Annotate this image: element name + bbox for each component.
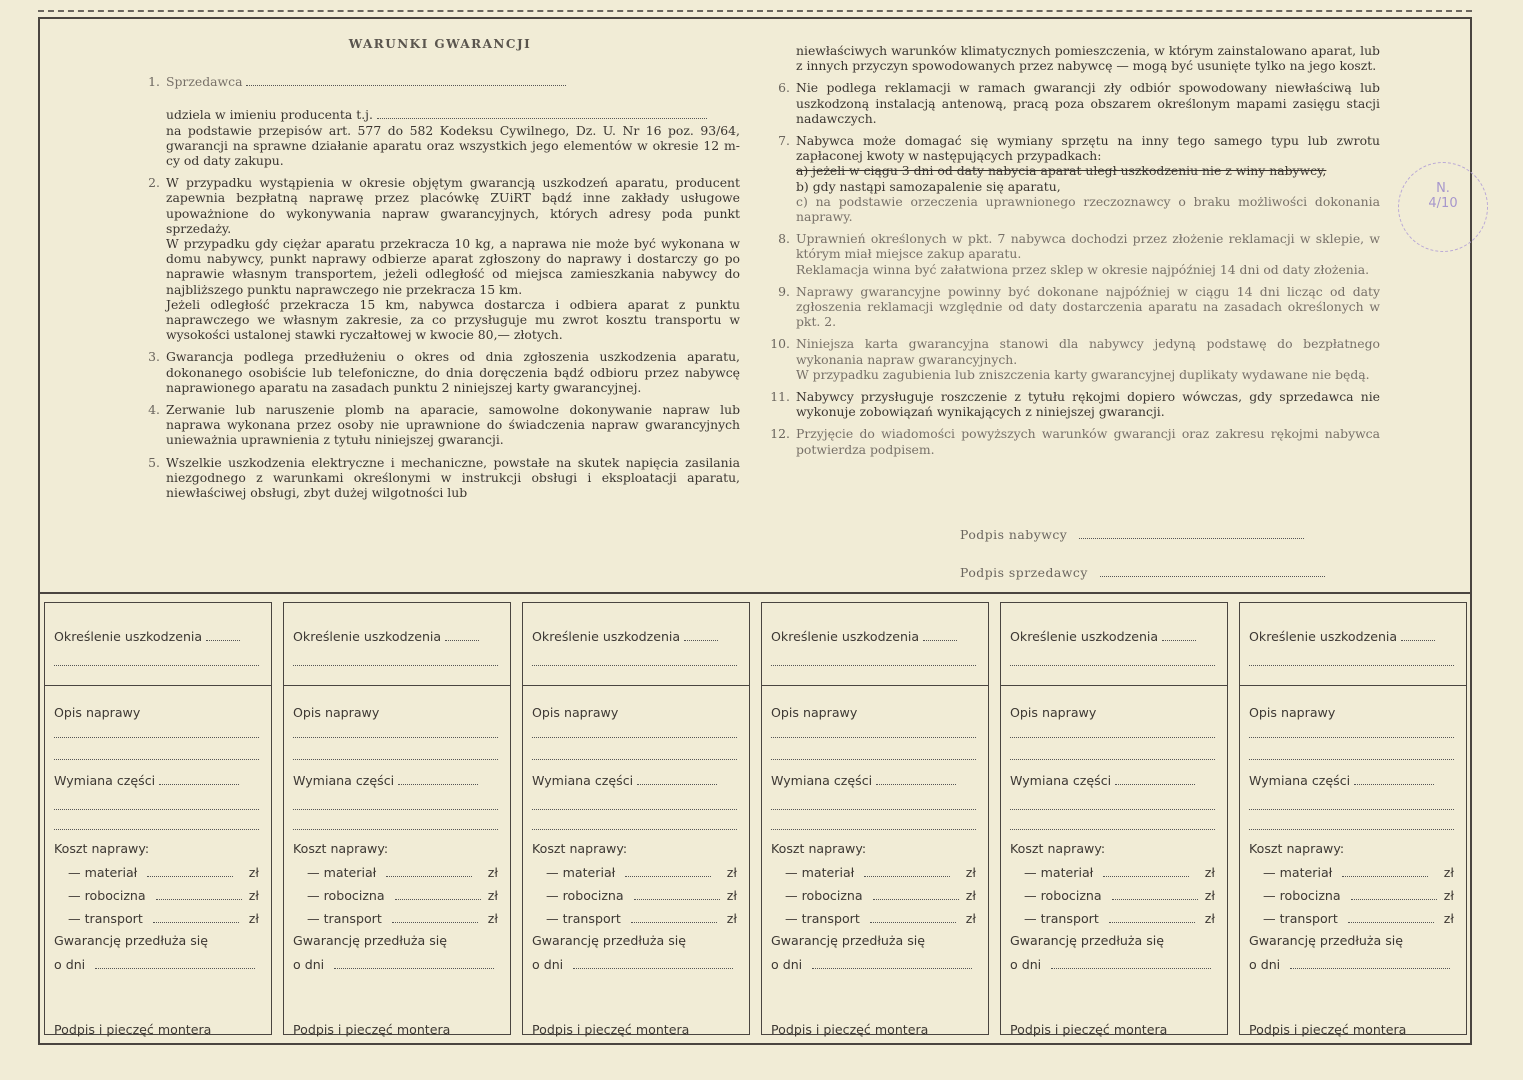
clause-2-text-2: W przypadku gdy ciężar aparatu przekracza 10 kg, a naprawa nie może być wykonana w domu nabywcy, punkt naprawy odbierze aparat zgłoszony do naprawy i dostarczy go po naprawie własnym transportem, jeżeli odległość od miejsca zamieszkania nabywcy do najbliższego punktu naprawczego nie przekracza 15 km. <box>166 236 740 297</box>
damage-row[interactable] <box>1249 629 1454 644</box>
transport-label: — transport <box>307 911 382 926</box>
repair-slip <box>44 602 272 1035</box>
clause-2-text-1: W przypadku wystąpienia w okresie objętym gwarancją uszkodzeń aparatu, producent zapewnia bezpłatną naprawę przez placówkę ZUiRT bądź inne zakłady usługowe upoważnione do wykonywania napraw gwarancyjnych, których adresy poda punkt sprzedaży. <box>166 175 740 236</box>
parts-field[interactable] <box>159 776 239 785</box>
parts-row[interactable] <box>54 773 259 788</box>
currency-label: zł <box>726 888 737 903</box>
clause-7-intro: Nabywca może domagać się wymiany sprzętu na inny tego samego typu lub zwrotu zapłaconej kwoty w następujących przypadkach: <box>796 133 1380 164</box>
transport-field[interactable] <box>1348 914 1434 923</box>
damage-field[interactable] <box>1162 632 1196 641</box>
damage-label: Określenie uszkodzenia <box>1010 629 1159 644</box>
material-field[interactable] <box>864 868 950 877</box>
labour-field[interactable] <box>156 891 242 900</box>
slip-divider <box>45 685 271 686</box>
labour-field[interactable] <box>634 891 720 900</box>
days-field[interactable] <box>334 960 494 969</box>
extends-label: Gwarancję przedłuża się <box>771 933 926 948</box>
transport-row[interactable] <box>532 911 737 926</box>
damage-label: Określenie uszkodzenia <box>532 629 681 644</box>
transport-label: — transport <box>68 911 143 926</box>
labour-label: — robocizna <box>1263 888 1341 903</box>
currency-label: zł <box>1443 911 1454 926</box>
damage-line[interactable] <box>293 665 498 666</box>
parts-line[interactable] <box>54 809 259 810</box>
clause-7-item-c: c) na podstawie orzeczenia uprawnionego rzeczoznawcy o braku możliwości dokonania naprawy. <box>796 193 1380 225</box>
extends-label: Gwarancję przedłuża się <box>293 933 448 948</box>
labour-row[interactable] <box>1010 888 1215 903</box>
labour-label: — robocizna <box>68 888 146 903</box>
damage-row[interactable] <box>293 629 498 644</box>
clause-5-continued <box>770 43 1380 73</box>
slip-divider <box>1240 685 1466 686</box>
currency-label: zł <box>1204 865 1215 880</box>
clause-7-item-b: b) gdy nastąpi samozapalenie się aparatu, <box>796 178 1061 194</box>
currency-label: zł <box>1204 888 1215 903</box>
transport-row[interactable] <box>1010 911 1215 926</box>
technician-signature-label[interactable]: Podpis i pieczęć montera <box>771 1022 929 1037</box>
material-label: — materiał <box>68 865 138 880</box>
clause-9: 9. Naprawy gwarancyjne powinny być dokonane najpóźniej w ciągu 14 dni licząc od daty zgłoszenia reklamacji względnie od daty dostarczenia aparatu na zasadach określonych w pkt. 2. <box>778 283 1380 330</box>
material-field[interactable] <box>1103 868 1189 877</box>
damage-label: Określenie uszkodzenia <box>54 629 203 644</box>
seller-signature[interactable] <box>960 565 1325 580</box>
days-label: o dni <box>54 957 86 972</box>
material-label: — materiał <box>546 865 616 880</box>
repair-line[interactable] <box>532 759 737 760</box>
currency-label: zł <box>487 888 498 903</box>
days-row[interactable] <box>293 957 498 972</box>
repair-line[interactable] <box>1249 759 1454 760</box>
currency-label: zł <box>1443 865 1454 880</box>
material-row[interactable] <box>532 865 737 880</box>
clause-8-text-2: Reklamacja winna być załatwiona przez sklep w okresie najpóźniej 14 dni od daty złożenia. <box>796 261 1370 277</box>
technician-signature-label[interactable]: Podpis i pieczęć montera <box>1249 1022 1407 1037</box>
extends-label: Gwarancję przedłuża się <box>1010 933 1165 948</box>
parts-line[interactable] <box>1249 809 1454 810</box>
material-field[interactable] <box>1342 868 1428 877</box>
days-field[interactable] <box>95 960 255 969</box>
repair-label: Opis naprawy <box>532 705 619 720</box>
repair-label: Opis naprawy <box>293 705 380 720</box>
repair-line[interactable] <box>1249 737 1454 738</box>
transport-field[interactable] <box>1109 914 1195 923</box>
material-field[interactable] <box>386 868 472 877</box>
repair-slip <box>522 602 750 1035</box>
cost-label: Koszt naprawy: <box>1249 841 1345 856</box>
cost-label: Koszt naprawy: <box>293 841 389 856</box>
clause-2-text-3: Jeżeli odległość przekracza 15 km, nabywca dostarcza i odbiera aparat z punktu naprawczego we własnym zakresie, za co przysługuje mu zwrot kosztu transportu w wysokości ustalonej stawki ryczałtowej w kwocie 80,— złotych. <box>166 296 740 343</box>
currency-label: zł <box>965 911 976 926</box>
parts-line[interactable] <box>1249 829 1454 830</box>
parts-label: Wymiana części <box>771 773 873 788</box>
parts-field[interactable] <box>637 776 717 785</box>
material-field[interactable] <box>147 868 233 877</box>
warranty-conditions <box>40 19 1470 594</box>
days-field[interactable] <box>1290 960 1450 969</box>
transport-row[interactable] <box>54 911 259 926</box>
clause-6-text: Nie podlega reklamacji w ramach gwarancji zły odbiór spowodowany niewłaściwą lub uszkodzoną instalacją antenową, pracą poza obszarem określonym mapami zasięgu stacji nadawczych. <box>796 80 1380 126</box>
currency-label: zł <box>248 911 259 926</box>
parts-label: Wymiana części <box>1249 773 1351 788</box>
parts-label: Wymiana części <box>54 773 156 788</box>
repair-line[interactable] <box>54 759 259 760</box>
parts-label: Wymiana części <box>1010 773 1112 788</box>
repair-label: Opis naprawy <box>1010 705 1097 720</box>
clause-4: 4. Zerwanie lub naruszenie plomb na aparacie, samowolne dokonywanie napraw lub naprawa wykonana przez osoby nie uprawnione do świadczenia napraw gwarancyjnych unieważnia uprawnienia z tytułu niniejszej gwarancji. <box>148 402 740 448</box>
technician-signature-label[interactable]: Podpis i pieczęć montera <box>1010 1022 1168 1037</box>
days-row[interactable] <box>1010 957 1215 972</box>
damage-line[interactable] <box>771 665 976 666</box>
buyer-signature-label: Podpis nabywcy <box>960 527 1068 542</box>
repair-line[interactable] <box>1010 737 1215 738</box>
days-label: o dni <box>1249 957 1281 972</box>
repair-slip <box>1000 602 1228 1035</box>
currency-label: zł <box>726 911 737 926</box>
damage-row[interactable] <box>532 629 737 644</box>
transport-label: — transport <box>785 911 860 926</box>
parts-line[interactable] <box>1010 829 1215 830</box>
damage-field[interactable] <box>445 632 479 641</box>
clause-3: 3. Gwarancja podlega przedłużeniu o okres od dnia zgłoszenia uszkodzenia aparatu, dokonanego osobiście lub telefoniczne, do dnia doręczenia bądź odbioru przez nabywcę naprawionego aparatu na zasadach punktu 2 niniejszej karty gwarancyjnej. <box>148 349 740 395</box>
parts-line[interactable] <box>293 829 498 830</box>
producer-label: udziela w imieniu producenta t.j. <box>166 107 373 123</box>
parts-line[interactable] <box>293 809 498 810</box>
transport-field[interactable] <box>153 914 239 923</box>
labour-label: — robocizna <box>785 888 863 903</box>
damage-line[interactable] <box>532 665 737 666</box>
damage-row[interactable] <box>1010 629 1215 644</box>
days-row[interactable] <box>54 957 259 972</box>
parts-line[interactable] <box>1010 809 1215 810</box>
parts-label: Wymiana części <box>532 773 634 788</box>
days-label: o dni <box>293 957 325 972</box>
days-field[interactable] <box>573 960 733 969</box>
labour-row[interactable] <box>771 888 976 903</box>
days-row[interactable] <box>771 957 976 972</box>
clause-7: 7. Nabywca może domagać się wymiany sprzętu na inny tego samego typu lub zwrotu zapłaconej kwoty w następujących przypadkach: a) jeżeli w ciągu 3 dni od daty nabycia aparat uległ uszkodzeniu nie z winy nabywcy, b) gdy nastąpi samozapalenie się aparatu, c) na podstawie orzeczenia uprawnionego rzeczoznawcy o braku możliwości dokonania naprawy. <box>778 133 1380 225</box>
clause-9-text: Naprawy gwarancyjne powinny być dokonane najpóźniej w ciągu 14 dni licząc od daty zgłoszenia reklamacji względnie od daty dostarczenia aparatu na zasadach określonych w pkt. 2. <box>796 283 1380 330</box>
days-label: o dni <box>771 957 803 972</box>
seller-signature-label: Podpis sprzedawcy <box>960 565 1088 580</box>
days-field[interactable] <box>1051 960 1211 969</box>
damage-field[interactable] <box>206 632 240 641</box>
labour-label: — robocizna <box>546 888 624 903</box>
clause-5-text-continued: niewłaściwych warunków klimatycznych pomieszczenia, w którym zainstalowano aparat, lub z innych przyczyn spowodowanych przez nabywcę — mogą być usunięte tylko na jego koszt. <box>796 43 1380 74</box>
damage-row[interactable] <box>771 629 976 644</box>
labour-field[interactable] <box>395 891 481 900</box>
repair-line[interactable] <box>293 737 498 738</box>
clause-5-text: Wszelkie uszkodzenia elektryczne i mechaniczne, powstałe na skutek napięcia zasilania niezgodnego z warunkami określonymi w instrukcji obsługi i eksploatacji aparatu, niewłaściwej obsługi, zbyt dużej wilgotności lub <box>166 454 740 501</box>
conditions-left-column <box>140 37 740 507</box>
material-label: — materiał <box>1263 865 1333 880</box>
seller-label: Sprzedawca <box>166 74 243 90</box>
clause-4-text: Zerwanie lub naruszenie plomb na aparacie, samowolne dokonywanie napraw lub naprawa wykonana przez osoby nie uprawnione do świadczenia napraw gwarancyjnych unieważnia uprawnienia z tytułu niniejszej gwarancji. <box>166 402 740 448</box>
buyer-signature-field[interactable] <box>1079 528 1304 539</box>
damage-line[interactable] <box>1249 665 1454 666</box>
material-row[interactable] <box>1010 865 1215 880</box>
clause-10-text-2: W przypadku zagubienia lub zniszczenia karty gwarancyjnej duplikaty wydawane nie będą. <box>796 366 1370 382</box>
parts-field[interactable] <box>1354 776 1434 785</box>
parts-row[interactable] <box>771 773 976 788</box>
damage-label: Określenie uszkodzenia <box>293 629 442 644</box>
seller-signature-field[interactable] <box>1100 566 1325 577</box>
extends-label: Gwarancję przedłuża się <box>532 933 687 948</box>
damage-field[interactable] <box>1401 632 1435 641</box>
repair-label: Opis naprawy <box>1249 705 1336 720</box>
labour-field[interactable] <box>1112 891 1198 900</box>
clause-1-text: na podstawie przepisów art. 577 do 582 Kodeksu Cywilnego, Dz. U. Nr 16 poz. 93/64, gwarancji na sprawne działanie aparatu oraz wszystkich jego elementów w okresie 12 m-cy od daty zakupu. <box>166 122 740 169</box>
currency-label: zł <box>726 865 737 880</box>
transport-field[interactable] <box>631 914 717 923</box>
repair-slip <box>283 602 511 1035</box>
currency-label: zł <box>487 911 498 926</box>
producer-field <box>377 108 707 119</box>
labour-row[interactable] <box>293 888 498 903</box>
repair-line[interactable] <box>1010 759 1215 760</box>
clause-10: 10. Niniejsza karta gwarancyjna stanowi dla nabywcy jedyną podstawę do bezpłatnego wykonania napraw gwarancyjnych. W przypadku zagubienia lub zniszczenia karty gwarancyjnej duplikaty wydawane nie będą. <box>770 336 1380 382</box>
damage-row[interactable] <box>54 629 259 644</box>
top-perforation <box>38 10 1472 12</box>
repair-line[interactable] <box>532 737 737 738</box>
labour-label: — robocizna <box>1024 888 1102 903</box>
days-row[interactable] <box>532 957 737 972</box>
extends-label: Gwarancję przedłuża się <box>1249 933 1404 948</box>
material-row[interactable] <box>293 865 498 880</box>
repair-slips <box>40 594 1470 1045</box>
seller-field <box>246 75 566 86</box>
repair-line[interactable] <box>293 759 498 760</box>
repair-label: Opis naprawy <box>54 705 141 720</box>
slip-divider <box>523 685 749 686</box>
clause-number: 1. <box>148 74 160 90</box>
labour-label: — robocizna <box>307 888 385 903</box>
material-label: — materiał <box>1024 865 1094 880</box>
clause-10-text-1: Niniejsza karta gwarancyjna stanowi dla nabywcy jedyną podstawę do bezpłatnego wykonania napraw gwarancyjnych. <box>796 336 1380 367</box>
currency-label: zł <box>248 865 259 880</box>
parts-line[interactable] <box>771 829 976 830</box>
transport-label: — transport <box>1263 911 1338 926</box>
labour-field[interactable] <box>873 891 959 900</box>
repair-slip <box>1239 602 1467 1035</box>
repair-line[interactable] <box>771 759 976 760</box>
repair-slip <box>761 602 989 1035</box>
slip-divider <box>762 685 988 686</box>
parts-line[interactable] <box>54 829 259 830</box>
ink-stamp: N. 4/10 <box>1398 162 1488 252</box>
clause-12: 12. Przyjęcie do wiadomości powyższych warunków gwarancji oraz zakresu rękojmi nabywca potwierdza podpisem. <box>770 426 1380 457</box>
currency-label: zł <box>248 888 259 903</box>
damage-label: Określenie uszkodzenia <box>771 629 920 644</box>
parts-line[interactable] <box>532 809 737 810</box>
material-label: — materiał <box>785 865 855 880</box>
cost-label: Koszt naprawy: <box>1010 841 1106 856</box>
labour-row[interactable] <box>54 888 259 903</box>
extends-label: Gwarancję przedłuża się <box>54 933 209 948</box>
clause-6: 6. Nie podlega reklamacji w ramach gwarancji zły odbiór spowodowany niewłaściwą lub uszkodzoną instalacją antenową, pracą poza obszarem określonym mapami zasięgu stacji nadawczych. <box>778 80 1380 126</box>
days-label: o dni <box>1010 957 1042 972</box>
parts-row[interactable] <box>293 773 498 788</box>
currency-label: zł <box>965 865 976 880</box>
labour-row[interactable] <box>532 888 737 903</box>
parts-line[interactable] <box>771 809 976 810</box>
parts-label: Wymiana części <box>293 773 395 788</box>
parts-row[interactable] <box>532 773 737 788</box>
transport-label: — transport <box>1024 911 1099 926</box>
repair-line[interactable] <box>54 737 259 738</box>
material-label: — materiał <box>307 865 377 880</box>
parts-line[interactable] <box>532 829 737 830</box>
transport-row[interactable] <box>293 911 498 926</box>
parts-row[interactable] <box>1249 773 1454 788</box>
repair-label: Opis naprawy <box>771 705 858 720</box>
conditions-title: WARUNKI GWARANCJI <box>348 37 532 51</box>
clause-2: 2. W przypadku wystąpienia w okresie objętym gwarancją uszkodzeń aparatu, producent zapewnia bezpłatną naprawę przez placówkę ZUiRT bądź inne zakłady usługowe upoważnione do wykonywania napraw gwarancyjnych, których adresy poda punkt sprzedaży. W przypadku gdy ciężar aparatu przekracza 10 kg, a naprawa nie może być wykonana w domu nabywcy, punkt naprawy odbierze aparat zgłoszony do naprawy i dostarczy go po naprawie własnym transportem, jeżeli odległość od miejsca zamieszkania nabywcy do najbliższego punktu naprawczego nie przekracza 15 km. Jeżeli odległość przekracza 15 km, nabywca dostarcza i odbiera aparat z punktu naprawczego we własnym zakresie, za co przysługuje mu zwrot kosztu transportu w wysokości ustalonej stawki ryczałtowej w kwocie 80,— złotych. <box>148 175 740 343</box>
buyer-signature[interactable] <box>960 527 1304 542</box>
material-row[interactable] <box>771 865 976 880</box>
clause-12-text: Przyjęcie do wiadomości powyższych warunków gwarancji oraz zakresu rękojmi nabywca potwierdza podpisem. <box>796 426 1380 457</box>
technician-signature-label[interactable]: Podpis i pieczęć montera <box>54 1022 212 1037</box>
transport-row[interactable] <box>1249 911 1454 926</box>
labour-field[interactable] <box>1351 891 1437 900</box>
transport-field[interactable] <box>392 914 478 923</box>
slip-divider <box>284 685 510 686</box>
transport-label: — transport <box>546 911 621 926</box>
currency-label: zł <box>1204 911 1215 926</box>
clause-8-text-1: Uprawnień określonych w pkt. 7 nabywca dochodzi przez złożenie reklamacji w sklepie, w którym miał miejsce zakup aparatu. <box>796 231 1380 262</box>
currency-label: zł <box>1443 888 1454 903</box>
damage-label: Określenie uszkodzenia <box>1249 629 1398 644</box>
clause-1 <box>140 74 740 168</box>
parts-field[interactable] <box>398 776 478 785</box>
clause-5: 5. Wszelkie uszkodzenia elektryczne i mechaniczne, powstałe na skutek napięcia zasilania niezgodnego z warunkami określonymi w instrukcji obsługi i eksploatacji aparatu, niewłaściwej obsługi, zbyt dużej wilgotności lub <box>148 454 740 501</box>
damage-line[interactable] <box>54 665 259 666</box>
days-row[interactable] <box>1249 957 1454 972</box>
material-row[interactable] <box>54 865 259 880</box>
clause-11: 11. Nabywcy przysługuje roszczenie z tytułu rękojmi dopiero wówczas, gdy sprzedawca nie wykonuje zobowiązań wynikających z niniejszej gwarancji. <box>770 389 1380 420</box>
days-label: o dni <box>532 957 564 972</box>
parts-field[interactable] <box>1115 776 1195 785</box>
clause-3-text: Gwarancja podlega przedłużeniu o okres od dnia zgłoszenia uszkodzenia aparatu, dokonanego osobiście lub telefoniczne, do dnia doręczenia bądź odbioru przez nabywcę naprawionego aparatu na zasadach punktu 2 niniejszej karty gwarancyjnej. <box>166 349 740 395</box>
parts-row[interactable] <box>1010 773 1215 788</box>
transport-row[interactable] <box>771 911 976 926</box>
clause-11-text: Nabywcy przysługuje roszczenie z tytułu rękojmi dopiero wówczas, gdy sprzedawca nie wykonuje zobowiązań wynikających z niniejszej gwarancji. <box>796 389 1380 420</box>
currency-label: zł <box>487 865 498 880</box>
damage-field[interactable] <box>684 632 718 641</box>
days-field[interactable] <box>812 960 972 969</box>
warranty-card <box>38 17 1472 1045</box>
parts-field[interactable] <box>876 776 956 785</box>
repair-line[interactable] <box>771 737 976 738</box>
clause-7-item-a: a) jeżeli w ciągu 3 dni od daty nabycia aparat uległ uszkodzeniu nie z winy nabywcy, <box>796 163 1327 179</box>
slip-divider <box>1001 685 1227 686</box>
labour-row[interactable] <box>1249 888 1454 903</box>
cost-label: Koszt naprawy: <box>771 841 867 856</box>
damage-field[interactable] <box>923 632 957 641</box>
currency-label: zł <box>965 888 976 903</box>
transport-field[interactable] <box>870 914 956 923</box>
material-field[interactable] <box>625 868 711 877</box>
cost-label: Koszt naprawy: <box>54 841 150 856</box>
damage-line[interactable] <box>1010 665 1215 666</box>
material-row[interactable] <box>1249 865 1454 880</box>
cost-label: Koszt naprawy: <box>532 841 628 856</box>
technician-signature-label[interactable]: Podpis i pieczęć montera <box>293 1022 451 1037</box>
technician-signature-label[interactable]: Podpis i pieczęć montera <box>532 1022 690 1037</box>
clause-8: 8. Uprawnień określonych w pkt. 7 nabywca dochodzi przez złożenie reklamacji w sklepie, w którym miał miejsce zakup aparatu. Reklamacja winna być załatwiona przez sklep w okresie najpóźniej 14 dni od daty złożenia. <box>778 231 1380 277</box>
conditions-right-column <box>770 43 1380 464</box>
